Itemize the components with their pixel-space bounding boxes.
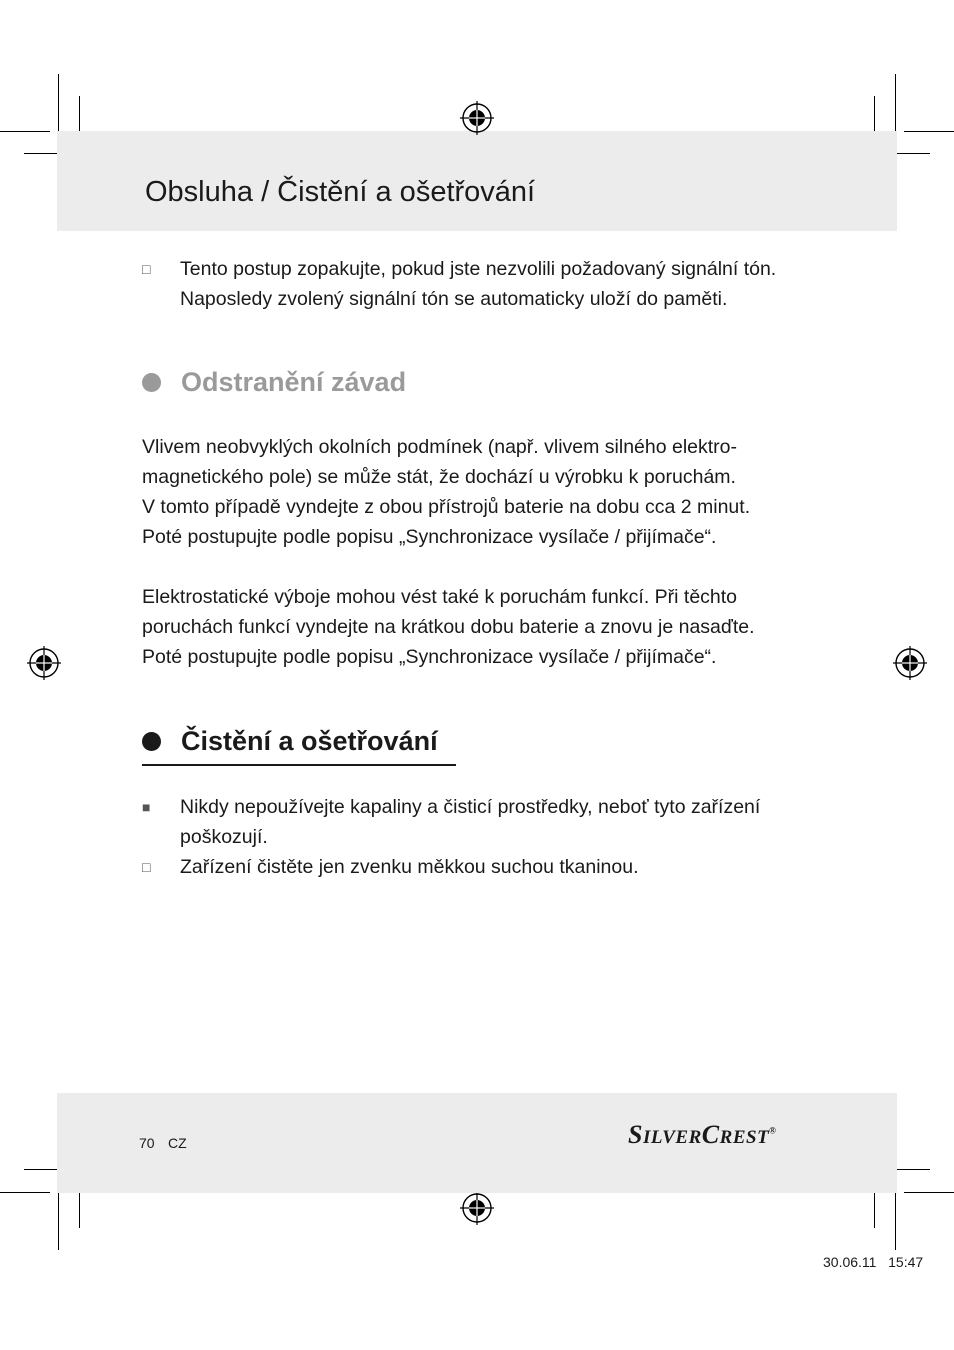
crop-mark <box>874 1190 875 1228</box>
crop-mark <box>895 74 896 134</box>
crop-mark <box>904 1192 954 1193</box>
crop-mark <box>79 96 80 136</box>
list-item-line: Tento postup zopakujte, pokud jste nezvolili požadovaný signální tón. <box>180 258 777 280</box>
section-heading-cleaning <box>142 726 438 757</box>
crop-mark <box>0 131 50 132</box>
registration-mark-icon <box>893 646 927 680</box>
checkbox-bullet-icon: □ <box>142 859 151 875</box>
paragraph-line: Poté postupujte podle popisu „Synchronizace vysílače / přijímače“. <box>142 526 717 548</box>
registration-mark-icon <box>460 1191 494 1225</box>
list-item-line: poškozují. <box>180 826 268 848</box>
bullet-dot-icon <box>142 373 161 392</box>
list-item-line: Zařízení čistěte jen zvenku měkkou suchou tkaninou. <box>180 856 639 878</box>
list-item-line: Nikdy nepoužívejte kapaliny a čisticí prostředky, neboť tyto zařízení <box>180 796 761 818</box>
crop-mark <box>895 1190 896 1250</box>
section-heading-text: Čistění a ošetřování <box>181 726 438 756</box>
paragraph-line: Vlivem neobvyklých okolních podmínek (např. vlivem silného elektro- <box>142 436 738 458</box>
paragraph <box>142 432 750 552</box>
paragraph-line: magnetického pole) se může stát, že dochází u výrobku k poruchám. <box>142 466 736 488</box>
crop-mark <box>58 1190 59 1250</box>
crop-mark <box>904 131 954 132</box>
brand-logo: SILVERCREST® <box>628 1120 777 1149</box>
section-heading-text: Odstranění závad <box>181 367 407 397</box>
paragraph-line: Poté postupujte podle popisu „Synchronizace vysílače / přijímače“. <box>142 646 717 668</box>
square-bullet-icon: ■ <box>142 799 151 815</box>
crop-mark <box>58 74 59 134</box>
paragraph-line: Elektrostatické výboje mohou vést také k poruchám funkcí. Při těchto <box>142 586 738 608</box>
registration-mark-icon <box>27 646 61 680</box>
page-title: Obsluha / Čistění a ošetřování <box>145 176 536 208</box>
section-heading-troubleshooting <box>142 367 406 398</box>
crop-mark <box>79 1190 80 1228</box>
crop-mark <box>874 96 875 136</box>
paragraph-line: poruchách funkcí vyndejte na krátkou dobu baterie a znovu je nasaďte. <box>142 616 755 638</box>
print-timestamp: 30.06.11 15:47 <box>823 1254 924 1270</box>
bullet-dot-icon <box>142 732 161 751</box>
crop-mark <box>0 1192 50 1193</box>
list-item-line: Naposledy zvolený signální tón se automaticky uloží do paměti. <box>180 288 728 310</box>
language-code: CZ <box>168 1135 187 1151</box>
checkbox-bullet-icon: □ <box>142 261 151 277</box>
heading-underline <box>142 764 456 766</box>
paragraph <box>142 582 755 672</box>
registration-mark-icon <box>460 101 494 135</box>
paragraph-line: V tomto případě vyndejte z obou přístrojů baterie na dobu cca 2 minut. <box>142 496 751 518</box>
page-number: 70 <box>139 1135 155 1151</box>
